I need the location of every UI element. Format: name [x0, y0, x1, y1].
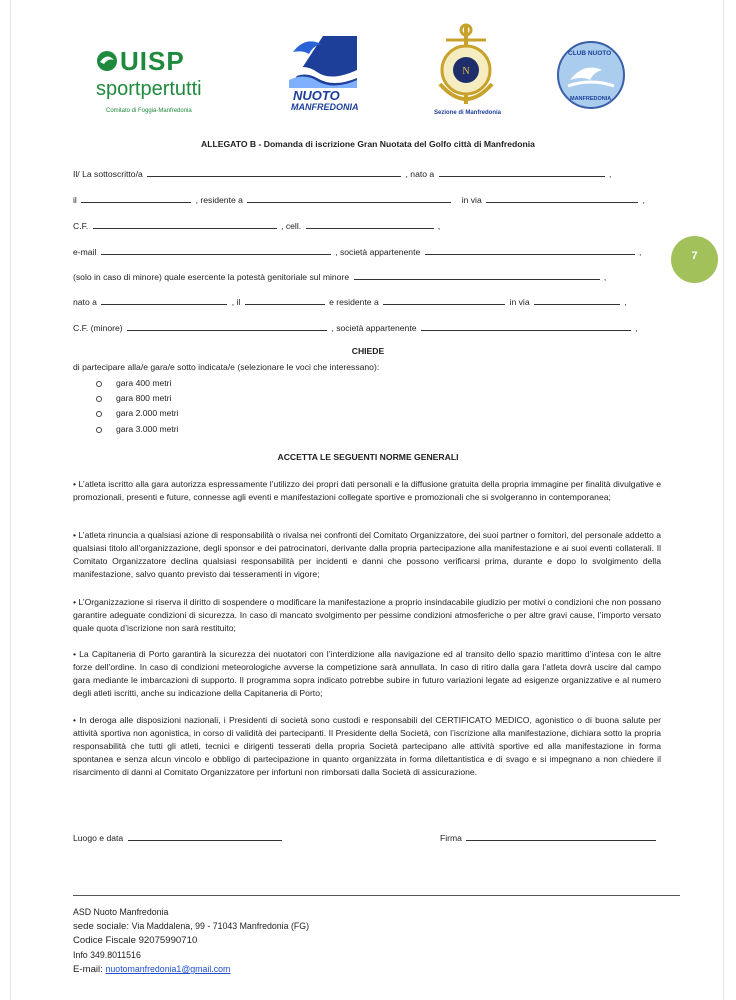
option-label: gara 800 metri	[116, 393, 172, 403]
comma: ,	[624, 297, 627, 307]
radio-icon[interactable]	[96, 396, 102, 402]
label-societa: , società appartenente	[335, 247, 421, 257]
footer-divider	[73, 895, 680, 896]
rule-paragraph: • In deroga alle disposizioni nazionali, i Presidenti di società sono custodi e responsabili del CERTIFICATO MEDICO, agonistico o di buona salute per attività sportiva non agonistica, in corso di validità dei partecipanti. Il Presidente della Società, con l’iscrizione alla manifestazione, dichiara sotto la propria responsabilità che tutti gli atleti, tecnici e dirigenti tesserati della propria Società partecipano alle attività sportive ed alla manifestazione in forma spontanea e senza alcun vincolo e obbligo di partecipazione in quanto organizzata in forma dilettantistica e di svago e si impegnano a non chiedere il risarcimento di danni al Comitato Organizzatore per infortuni non rimborsati dalla Società di assicurazione.	[73, 715, 661, 777]
field-birthdate[interactable]	[81, 193, 191, 203]
radio-icon[interactable]	[96, 427, 102, 433]
form-line-minor-birth	[73, 295, 658, 307]
form-line-cf	[73, 219, 658, 231]
label-guardian: (solo in caso di minore) quale esercente la potestà genitoriale sul minore	[73, 272, 350, 282]
footer-seat	[73, 921, 309, 932]
lega-section: Sezione di Manfredonia	[434, 110, 502, 116]
comma: ,	[642, 195, 645, 205]
field-street[interactable]	[486, 193, 638, 203]
dolphin-wave-icon	[283, 32, 363, 92]
field-residence[interactable]	[247, 193, 451, 203]
rule-paragraph: • L’atleta rinuncia a qualsiasi azione di responsabilità o rivalsa nei confronti del Comitato Organizzatore, dei suoi partner o fornitori, del personale addetto a qualsiasi titolo all’organizzazione, degli sponsor e dei patrocinatori, derivante dalla propria partecipazione alla manifestazione e ai suoi eventi collaterali. Il Comitato Organizzatore declina qualsiasi responsabilità per incidenti e danni che possono verificarsi prima, durante e dopo lo svolgimento della manifestazione, salvo quanto previsto dai tesseramenti in vigore;	[73, 530, 661, 579]
label-via: in via	[461, 195, 482, 205]
field-email[interactable]	[101, 245, 331, 255]
label-place-date: Luogo e data	[73, 833, 124, 843]
anchor-emblem-icon	[430, 22, 502, 108]
option-label: gara 3.000 metri	[116, 424, 179, 434]
title-bold: ALLEGATO B -	[201, 139, 262, 149]
footer-seat-label: sede sociale:	[73, 921, 129, 932]
footer-seat-value: Via Maddalena, 99 - 71043 Manfredonia (FG)	[131, 921, 310, 931]
label-cell: , cell.	[281, 221, 302, 231]
label-il: il	[73, 195, 77, 205]
footer-email-link[interactable]: nuotomanfredonia1@gmail.com	[105, 964, 231, 974]
label-cf: C.F.	[73, 221, 89, 231]
label-minor-il: , il	[231, 297, 241, 307]
club-nuoto-logo	[556, 40, 626, 110]
uisp-logo	[96, 46, 218, 120]
comma: ,	[603, 272, 607, 282]
uisp-committee: Comitato di Foggia-Manfredonia	[106, 108, 192, 114]
nuoto-line1: NUOTO	[293, 88, 340, 103]
comma: ,	[635, 323, 638, 333]
footer-tax: Codice Fiscale 92075990710	[73, 935, 198, 946]
field-minor-name[interactable]	[354, 270, 600, 280]
label-minor-societa: , società appartenente	[331, 323, 417, 333]
field-signature[interactable]	[466, 831, 656, 841]
comma: ,	[639, 247, 642, 257]
footer-info: Info 349.8011516	[73, 950, 141, 960]
option-label: gara 400 metri	[116, 378, 172, 388]
rule-paragraph: • L’atleta iscritto alla gara autorizza espressamente l’utilizzo dei propri dati personali e la diffusione gratuita della propria immagine per finalità divulgative e promozionali, presenti e future, connesse agli eventi e manifestazioni collegate sportive e promozionali che si svolgeranno in contemporanea;	[73, 479, 661, 502]
document-title	[0, 139, 736, 149]
footer-email-line	[73, 964, 230, 975]
nuoto-manfredonia-logo	[283, 32, 363, 112]
comma: ,	[437, 221, 441, 231]
rule-paragraph: • La Capitaneria di Porto garantirà la sicurezza dei nuotatori con l’interdizione alla navigazione ed al transito dello spazio marittimo d’intesa con le altre forze dell’ordine. In caso di condizioni meteorologiche avverse la competizione sarà annullata. In caso di ritiro dalla gara l’atleta dovrà uscire dal campo gara mediante le imbarcazioni di supporto. Il programma sopra indicato potrebbe subire in futuro variazioni legate ad esigenze organizzative e al numero degli atleti iscritti, anche su indicazione della Capitaneria di Porto;	[73, 649, 661, 698]
label-minor-cf: C.F. (minore)	[73, 323, 123, 333]
lega-navale-logo	[430, 22, 502, 120]
rule-paragraph: • L’Organizzazione si riserva il diritto di sospendere o modificare la manifestazione a proprio insindacabile giudizio per motivi o condizioni che non possano garantire adeguate condizioni di sicurezza. In caso di mancato svolgimento per pessime condizioni atmosferiche o per altre gravi cause, l’importo versato quale quota d’iscrizione non sarà restituito;	[73, 597, 661, 633]
form-line-email	[73, 245, 658, 257]
nuoto-line2: MANFREDONIA	[291, 102, 359, 112]
label-email: e-mail	[73, 247, 97, 257]
label-residente-a: , residente a	[195, 195, 243, 205]
signature-line	[440, 831, 658, 843]
svg-text:N: N	[462, 66, 470, 77]
label-minor-via: in via	[509, 297, 530, 307]
form-line-name	[73, 167, 658, 179]
page-number-badge: 7	[671, 236, 718, 283]
field-place-date[interactable]	[128, 831, 282, 841]
form-line-guardian	[73, 270, 658, 282]
place-date-line	[73, 831, 284, 843]
option-label: gara 2.000 metri	[116, 408, 179, 418]
request-heading: CHIEDE	[351, 346, 385, 356]
field-societa[interactable]	[425, 245, 635, 255]
club-arc-top: CLUB NUOTO	[568, 50, 612, 57]
label-minor-residente: e residente a	[329, 297, 379, 307]
label-nato-a: , nato a	[405, 169, 435, 179]
form-line-residence	[73, 193, 658, 205]
rules-heading: ACCETTA LE SEGUENTI NORME GENERALI	[277, 452, 459, 462]
label-sottoscritto: Il/ La sottoscritto/a	[73, 169, 143, 179]
field-minor-birthdate[interactable]	[245, 295, 325, 305]
option-gara-3000[interactable]	[96, 424, 179, 434]
uisp-swirl-icon	[96, 50, 118, 72]
field-minor-street[interactable]	[534, 295, 620, 305]
field-name[interactable]	[147, 167, 401, 177]
field-minor-cf[interactable]	[127, 321, 327, 331]
radio-icon[interactable]	[96, 411, 102, 417]
field-minor-residence[interactable]	[383, 295, 505, 305]
option-gara-800[interactable]	[96, 393, 171, 403]
field-minor-birthplace[interactable]	[101, 295, 227, 305]
form-line-minor-cf	[73, 321, 658, 333]
field-birthplace[interactable]	[439, 167, 605, 177]
label-firma: Firma	[440, 833, 462, 843]
radio-icon[interactable]	[96, 381, 102, 387]
request-intro: di partecipare alla/e gara/e sotto indicata/e (selezionare le voci che interessano):	[73, 362, 380, 372]
club-arc-bottom: MANFREDONIA	[570, 96, 612, 102]
comma: ,	[608, 169, 612, 179]
footer-email-label: E-mail:	[73, 964, 106, 975]
field-cell[interactable]	[306, 219, 434, 229]
title-rest: Domanda di iscrizione Gran Nuotata del Golfo città di Manfredonia	[261, 139, 535, 149]
uisp-tagline: sportpertutti	[96, 78, 202, 100]
uisp-name: UISP	[120, 46, 185, 76]
footer-org: ASD Nuoto Manfredonia	[73, 907, 169, 917]
label-minor-nato-a: nato a	[73, 297, 97, 307]
option-gara-400[interactable]	[96, 378, 171, 388]
field-cf[interactable]	[93, 219, 277, 229]
option-gara-2000[interactable]	[96, 408, 179, 418]
field-minor-societa[interactable]	[421, 321, 631, 331]
